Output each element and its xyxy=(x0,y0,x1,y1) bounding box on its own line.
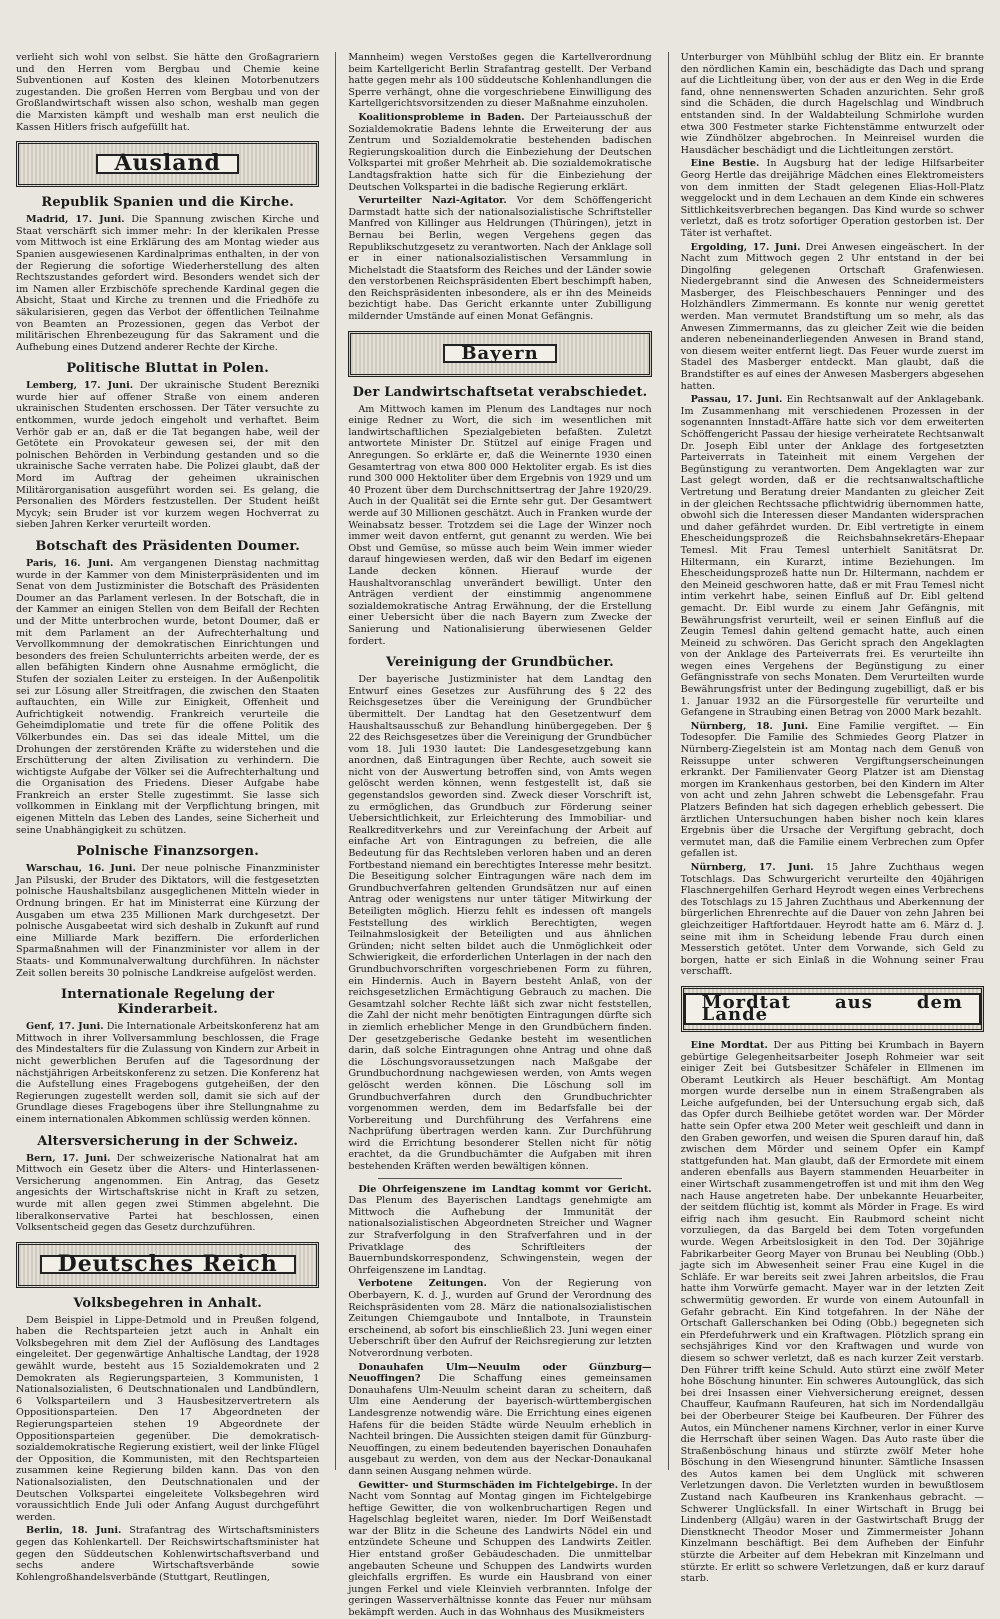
headline-anhalt: Volksbegehren in Anhalt. xyxy=(73,1295,263,1311)
column-3-intro: Unterburger von Mühlbühl schlug der Blitz ein. Er brannte den nördlichen Kamin ein, beschädigte das Dach und sprang auf die Lichtleitung über, von der aus er den Weg in die Erde fand, ohne nennenswerten Schaden anzurichten. Sehr groß sind die Schäden, die durch Hagelschlag und Windbruch entstanden sind. In der Waldabteilung Schmirlohe wurden etwa 300 Festmeter starke Fichtenstämme entwurzelt oder wie Zündhölzer abgebrochen. In Meinreisel wurden die Hausdächer beschädigt und die Lichtleitungen zerstört. xyxy=(680,52,984,156)
headline-finanzsorgen: Polnische Finanzsorgen. xyxy=(76,844,259,860)
headline-schweiz: Altersversicherung in der Schweiz. xyxy=(37,1133,299,1149)
article-kohlenkartell: Strafantrag des Wirtschaftsministers gegen das Kohlenkartell. Der Reichswirtschaftsminister hat gegen den Süddeutschen Kohlenwirtschaftsverband und sechs andere Wirtschaftsverbände sowie Kohlengroßhandelsverbände (Stuttgart, Reutlingen, xyxy=(16,1525,320,1583)
section-title-bayern: Bayern xyxy=(443,344,556,364)
headline-polen: Politische Bluttat in Polen. xyxy=(66,361,269,377)
lead-ohrfeigenszene: Die Ohrfeigenszene im Landtag kommt vor Gericht. xyxy=(358,1183,652,1195)
article-totschlag: 15 Jahre Zuchthaus wegen Totschlags. Das Schwurgericht verurteilte den 40jährigen Flaschnergehilfen Gerhard Heyrodt wegen eines Verbrechens des Totschlags zu 15 Jahren Zuchthaus und Aberkennung der bürgerlichen Ehrenrechte auf die Dauer von zehn Jahren bei gleichzeitiger Haftfortdauer. Heyrodt hatte am 6. März d. J. seine mit ihm in Scheidung lebende Frau durch einen Messerstich getötet. Unter dem Vorwande, sich Geld zu borgen, hatte er sich Einlaß in die Wohnung seiner Frau verschafft. xyxy=(680,861,984,978)
article-bestie: In Augsburg hat der ledige Hilfsarbeiter Georg Hertle das dreijährige Mädchen eines Elektromeisters von dem inmitten der Stadt gelegenen Elias-Holl-Platz weggelockt und in dem Lechauen an dem Kinde ein schweres Sittlichkeitsverbrechen begangen. Das Kind wurde so schwer verletzt, daß es trotz sofortiger Operation gestorben ist. Der Täter ist verhaftet. xyxy=(680,158,984,239)
article-vergiftung: Eine Familie vergiftet. — Ein Todesopfer. Die Familie des Schmiedes Georg Platzer in Nürnberg-Ziegelstein ist am Montag nach dem Genuß von Reissuppe unter schweren Vergiftungserscheinungen erkrankt. Der Familienvater Georg Platzer ist am Dienstag morgen im Krankenhaus gestorben, bei den Kindern im Alter von acht und zehn Jahren schwebt die Lebensgefahr. Frau Platzers Befinden hat sich dagegen erheblich gebessert. Die ärztlichen Untersuchungen haben bisher noch kein klares Ergebnis über die Ursache der Vergiftung gebracht, doch vermutet man, daß die Familie einem Verbrechen zum Opfer gefallen ist. xyxy=(680,720,984,860)
section-title-deutsches-reich: Deutsches Reich xyxy=(40,1255,296,1275)
section-title-ausland: Ausland xyxy=(96,154,238,174)
column-3 xyxy=(668,52,984,1585)
article-grundbuecher: Der bayerische Justizminister hat dem Landtag den Entwurf eines Gesetzes zur Ausführung des § 22 des Reichsgesetzes über die Vereinigung der Grundbücher übermittelt. Der Landtag hat den Gesetzentwurf dem Haushaltsausschuß zur Behandlung hinübergegeben. Der § 22 des Reichsgesetzes über die Vereinigung der Grundbücher vom 18. Juli 1930 lautet: Die Landesgesetzgebung kann anordnen, daß Eintragungen über Rechte, auch soweit sie nicht von der Auswertung betroffen sind, von Amts wegen gelöscht werden können, wenn festgestellt ist, daß sie gegenstandslos geworden sind. Zweck dieser Vorschrift ist, zu ermöglichen, das Grundbuch zur Förderung seiner Uebersichtlichkeit, zur Erleichterung des Immobiliar- und Realkreditverkehrs und zur Vereinfachung der Arbeit auf einfache Art von Eintragungen zu befreien, die alle Bedeutung für das Rechtsleben verloren haben und an deren Fortbestand niemand ein berechtigtes Interesse mehr besitzt. Die Beseitigung solcher Eintragungen wäre nach dem im Grundbuchverfahren geltenden Grundsätzen nur auf einen Antrag oder wenigstens nur unter tätiger Mitwirkung der Beteiligten möglich. Hierzu fehlt es indessen oft mangels Feststellung des wirklich Berechtigten, wegen Teilnahmslosigkeit der Beteiligten und aus ähnlichen Gründen; nicht selten bildet auch die Unmöglichkeit oder Schwierigkeit, die erforderlichen Unterlagen in der nach den Grundbuchvorschriften vorgeschriebenen Form zu führen, ein Hindernis. Auch in Bayern besteht Anlaß, von der reichsgesetzlichen Ermächtigung Gebrauch zu machen. Die Gesamtzahl solcher Rechte läßt sich zwar nicht feststellen, die Zahl der nicht mehr benötigten Eintragungen dürfte sich in ziemlich erheblicher Menge in den Grundbüchern finden. Der gesetzgeberische Gedanke besteht im wesentlichen darin, daß solche Eintragungen ohne Antrag und ohne daß die Löschungsvoraussetzungen nach Maßgabe der Grundbuchordnung nachgewiesen werden, von Amts wegen gelöscht werden können. Die Löschung soll im Grundbuchverfahren durch den Grundbuchrichter vorgenommen werden, dem im Bedarfsfalle bei der Vorbereitung und Durchführung des Verfahrens eine Nachprüfung übertragen werden kann. Zur Durchführung wird die Errichtung besonderer Stellen nicht für nötig erachtet, da die Grundbuchämter die Aufgaben mit ihren bestehenden Kräften werden bewältigen können. xyxy=(348,674,652,1173)
dateline-madrid: Madrid, 17. Juni. xyxy=(26,214,125,226)
article-donauhafen: Die Schaffung eines gemeinsamen Donauhafens Ulm-Neuulm scheint daran zu scheitern, daß Ulm eine Aenderung der bayerisch-württembergischen Landesgrenze notwendig wäre. Die Errichtung eines eigenen Hafens für die beiden Städte würde Neuulm erheblich in Nachteil bringen. Die Aussichten steigen damit für Günzburg-Neuoffingen, zu einem bedeutenden bayerischen Donauhafen ausgebaut zu werden, von dem aus der Neckar-Donaukanal dann seinen Ausgang nehmen würde. xyxy=(348,1373,652,1477)
article-anhalt: Dem Beispiel in Lippe-Detmold und in Preußen folgend, haben die Rechtsparteien jetzt auch in Anhalt ein Volksbegehren mit dem Ziel der Auflösung des Landtages eingeleitet. Der gegenwärtige Anhaltische Landtag, der 1928 gewählt wurde, besteht aus 15 Sozialdemokraten und 2 Demokraten als Regierungsparteien, 3 Kommunisten, 1 Nationalsozialisten, 6 Deutschnationalen und Landbündlern, 6 Volksparteilern und 3 Hausbesitzervertretern als Oppositionsparteien. Den 17 Abgeordneten der Regierungsparteien stehen 19 Abgeordnete der Oppositionsparteien gegenüber. Die demokratisch-sozialdemokratische Regierung existiert, weil der linke Flügel der Opposition, die Kommunisten, mit den Rechtsparteien zusammen keine Regierung bilden kann. Das von den Nationalsozialisten, den Deutschnationalen und der Deutschen Volkspartei eingeleitete Volksbegehren wird voraussichtlich Ende Juli oder Anfang August durchgeführt werden. xyxy=(16,1314,320,1523)
column-1-intro: verlieht sich wohl von selbst. Sie hätte den Großagrariern und den Herren vom Bergbau und Chemie keine Subventionen auf Kosten des kleinen Motorbenutzers zugestanden. Die großen Herren vom Bergbau und von der Großlandwirtschaft wissen also schon, weshalb man gegen die Marxisten kämpft und weshalb man erst neulich die Kassen Hitlers frisch aufgefüllt hat. xyxy=(16,52,320,133)
section-banner-ausland xyxy=(16,141,319,187)
dateline-nuernberg-1: Nürnberg, 18. Juni. xyxy=(690,720,809,732)
article-nazi-agitator: Vor dem Schöffengericht Darmstadt hatte sich der nationalsozialistische Schriftsteller Manfred von Killinger aus Heldrungen (Thüringen), jetzt in Bernau bei Berlin, wegen Vergehens gegen das Republikschutzgesetz zu verantworten. Nach der Anklage soll er in einer nationalsozialistischen Versammlung in Michelstadt die Staatsform des Reiches und der Länder sowie den verstorbenen Reichspräsidenten Ebert beschimpft haben, den Reichspräsidenten inbesondere, als er ihn des Meineids bezichtigt habe. Das Gericht erkannte unter Zubilligung mildernder Umstände auf einen Monat Gefängnis. xyxy=(348,195,652,323)
lead-donauhafen: Donauhafen Ulm—Neuulm oder Günzburg—Neuoffingen? xyxy=(348,1361,652,1385)
lead-verbotene-zeitungen: Verbotene Zeitungen. xyxy=(358,1278,487,1290)
article-schweiz: Der schweizerische Nationalrat hat am Mittwoch ein Gesetz über die Alters- und Hinterlassenen-Versicherung angenommen. Ein Antrag, das Gesetz angesichts der Wirtschaftskrise nicht in Kraft zu setzen, wurde mit allen gegen zwei Stimmen abgelehnt. Die liberalkonservative Partei hat beschlossen, einen Volksentscheid gegen das Gesetz durchzuführen. xyxy=(16,1152,320,1234)
article-gewitter: In der Nacht vom Sonntag auf Montag gingen im Fichtelgebirge heftige Gewitter, die von wolkenbruchartigen Regen und Hagelschlag begleitet waren, nieder. Im Dorf Weißenstadt war der Blitz in die Scheune des Landwirts Nödel ein und entzündete Scheune und Schuppen des Landwirts Zeitler. Hier entstand großer Gebäudeschaden. Die unmittelbar angebauten Scheune und Schuppen des Landwirts wurden gleichfalls ergriffen. Es wurde ein Hausbrand von einer jungen Ferkel und viele Kleinvieh verbrannten. Infolge der geringen Wasserverhältnisse konnte das Feuer nur mühsam bekämpft werden. Auch in das Wohnhaus des Musikmeisters xyxy=(348,1479,652,1619)
section-banner-lande xyxy=(681,986,984,1032)
lead-bestie: Eine Bestie. xyxy=(690,158,760,170)
lead-mordtat: Eine Mordtat. xyxy=(690,1039,768,1051)
headline-grundbuecher: Vereinigung der Grundbücher. xyxy=(386,655,614,671)
section-banner-bayern xyxy=(348,331,651,377)
article-polen: Der ukrainische Student Berezniki wurde hier auf offener Straße von einem anderen ukrainischen Studenten erschossen. Der Täter versuchte zu entkommen, wurde jedoch eingeholt und verhaftet. Beim Verhör gab er an, daß er die Tat begangen habe, weil der Getötete ein Provokateur gewesen sei, der mit den polnischen Behörden in Verbindung gestanden und so die ukrainische Sache verraten habe. Die Polizei glaubt, daß der Mord im Auftrag der geheimen ukrainischen Militärorganisation ausgeführt worden sei. Es gelang, die Personalien des Mörders festzustellen. Der Student heißt Mycyk; sein Bruder ist vor kurzem wegen Hochverrat zu sieben Jahren Kerker verurteilt worden. xyxy=(16,380,320,531)
article-mordtat: Der aus Pitting bei Krumbach in Bayern gebürtige Gelegenheitsarbeiter Joseph Rohmeier war seit einiger Zeit bei Gutsbesitzer Schäfeler in Ellmenen im Oberamt Leutkirch als Heuer beschäftigt. Am Montag morgen wurde derselbe nun in einem Straßengraben als Leiche aufgefunden, bei der Untersuchung ergab sich, daß das Opfer durch Beilhiebe getötet worden war. Der Mörder hatte sein Opfer etwa 200 Meter weit geschleift und dann in den Graben geworfen, und weisen die Spuren darauf hin, daß zwischen dem Mörder und seinem Opfer ein Kampf stattgefunden hat. Man glaubt, daß der Ermordete mit einem anderen ebenfalls aus Bayern stammenden Heuarbeiter in einer Wirtschaft zusammengetroffen ist und mit ihm den Weg nach Hause angetreten habe. Der unbekannte Heuarbeiter, der seitdem flüchtig ist, kommt als Mörder in Frage. Es wird eifrig nach ihm gesucht. Ein Raubmord scheint nicht vorzuliegen, da das Bargeld bei dem Toten vorgefunden wurde. Wegen Arbeitslosigkeit in den Tod. Der 30jährige Fabrikarbeiter Georg Mayer von Brunau bei Neubling (Obb.) jagte sich im Abwesenheit seiner Frau eine Kugel in die Schläfe. Er war bereits seit zwei Jahren arbeitslos, die Frau hatte ihm Vorwürfe gemacht. Mayer war in der letzten Zeit schwermütig geworden. Er wurde von einem Autounfall in Gefahr gebracht. Ein Kind totgefahren. In der Nähe der Ortschaft Gallerschanken bei Oding (Obb.) begegneten sich ein Pferdefuhrwerk und ein Kraftwagen. Plötzlich sprang ein sechsjähriges Kind vor den Kraftwagen und wurde von diesem so schwer verletzt, daß es nach kurzer Zeit verstarb. Den Führer trifft keine Schuld. Auto stürzt eine zwölf Meter hohe Böschung hinunter. Ein schweres Autounglück, das sich bei drei Insassen einer Viehversicherung ereignet, dessen Chauffeur, Kaufmann Raufeuren, hat sich im Nordendallgäu bei der Oberbeurer Steige bei Kaufbeuren. Der Führer des Autos, ein Münchener namens Kirchner, verlor in einer Kurve die Herrschaft über seinen Wagen. Das Auto raste über die Straßenböschung hinaus und stürzte zwölf Meter hohe Böschung in den Wiesengrund hinunter. Sämtliche Insassen des Autos kamen bei dem Unglück mit schweren Verletzungen davon. Die Verletzten wurden in bewußtlosem Zustand nach Kaufbeuren ins Krankenhaus gebracht. — Schwerer Unglücksfall. In einer Wirtschaft in Brugg bei Lindenberg (Allgäu) waren in der Gastwirtschaft Brugg der Dienstknecht Theodor Moser und Zimmermeister Johann Kinzelmann beschäftigt. Bei dem Aufheben der Einfuhr stürzte die Arbeiter auf dem Hebekran mit Kinzelmann und stürzte. Er erlitt so schwere Verletzungen, daß er kurz darauf starb. xyxy=(680,1039,984,1585)
article-ergolding: Drei Anwesen eingeäschert. In der Nacht zum Mittwoch gegen 2 Uhr entstand in der bei Dingolfing gelegenen Ortschaft Grafenwiesen. Niedergebrannt sind die Anwesen des Schneidermeisters Masberger, des Fleischbeschauers Penninger und des Holzhändlers Zimmermann. Es konnte nur wenig gerettet werden. Man vermutet Brandstiftung um so mehr, als das Anwesen Zimmermanns, das zu gleicher Zeit wie die beiden anderen nebeneinanderliegenden Anwesen in Brand stand, von diesem weiter entfernt liegt. Das Feuer wurde zuerst im Stadel des Masberger entdeckt. Man glaubt, daß die Brandstifter es auf eines der Anwesen Masbergers abgesehen hatten. xyxy=(680,241,984,392)
article-spanien: Die Spannung zwischen Kirche und Staat verschärft sich immer mehr: In der klerikalen Presse vom Mittwoch ist eine Erklärung des am Montag wieder aus Spanien ausgewiesenen Kardinalprimas enthalten, in der von der Regierung die sofortige Wiederherstellung des alten Rechtszustandes gefordert wird. Besonders wendet sich der im Namen aller Erzbischöfe sprechende Kardinal gegen die Absicht, Staat und Kirche zu trennen und die Friedhöfe zu säkularisieren, gegen das Verbot der öffentlichen Teilnahme von Beamten an Prozessionen, gegen das Verbot der militärischen Ehrenbezeugung für das Sakrament und die Aufhebung eines Dutzend anderer Rechte der Kirche. xyxy=(16,214,320,353)
dateline-genf: Genf, 17. Juni. xyxy=(26,1021,104,1033)
headline-landwirtschaftsetat: Der Landwirtschaftsetat verabschiedet. xyxy=(352,384,648,400)
headline-spanien: Republik Spanien und die Kirche. xyxy=(41,195,294,211)
dateline-paris: Paris, 16. Juni. xyxy=(26,558,114,569)
dateline-nuernberg-2: Nürnberg, 17. Juni. xyxy=(690,861,814,873)
section-title-lande: Mordtat aus dem Lande xyxy=(684,993,981,1024)
dateline-bern: Bern, 17. Juni. xyxy=(26,1152,111,1164)
headline-doumer: Botschaft des Präsidenten Doumer. xyxy=(35,539,300,554)
column-2-intro: Mannheim) wegen Verstoßes gegen die Kartellverordnung beim Kartellgericht Berlin Strafantrag gestellt. Der Verband hatte gegen mehr als 100 süddeutsche Kohlenhandlungen die Sperre verhängt, ohne die vorgeschriebene Einwilligung des Kartellgerichtsvorsitzenden zu dieser Maßnahme einzuholen. xyxy=(348,52,652,110)
article-landwirtschaftsetat: Am Mittwoch kamen im Plenum des Landtages nur noch einige Redner zu Wort, die sich im wesentlichen mit landwirtschaftlichen Spezialgebieten befaßten. Zuletzt antwortete Minister Dr. Stützel auf einige Fragen und Anregungen. So erklärte er, daß die Weinernte 1930 einen Gesamtertrag von etwa 800 000 Hektoliter ergab. Es ist dies rund 300 000 Hektoliter über dem Ergebnis von 1929 und um 40 Prozent über dem Durchschnittsertrag der Jahre 1920/29. Auch in der Qualität sei die Ernte sehr gut. Der Gesamtwert werde auf 30 Millionen geschätzt. Auch in Franken wurde der Weinabsatz besser. Trotzdem sei die Lage der Winzer noch immer weit davon entfernt, gut genannt zu werden. Wie bei Obst und Gemüse, so müsse auch beim Wein immer wieder darauf hingewiesen werden, daß wir den Bedarf im eigenen Lande decken können. Hierauf wurde der Haushaltvoranschlag unverändert bewilligt. Unter den Anträgen verdient der einstimmig angenommene sozialdemokratische Antrag Erwähnung, der die Erstellung einer Uebersicht über die nach Bayern zum Zwecke der Sanierung und Nationalisierung überwiesenen Gelder fordert. xyxy=(348,403,652,647)
article-baden: Der Parteiausschuß der Sozialdemokratie Badens lehnte die Erweiterung der aus Zentrum und Sozialdemokratie bestehenden badischen Regierungskoalition durch die Einbeziehung der Deutschen Volkspartei mit großer Mehrheit ab. Die sozialdemokratische Landtagsfraktion hatte sich für die Einbeziehung der Deutschen Volkspartei in die badische Regierung erklärt. xyxy=(348,111,652,193)
lead-nazi-agitator: Verurteilter Nazi-Agitator. xyxy=(358,195,507,207)
column-1 xyxy=(16,52,320,1583)
dateline-berlin: Berlin, 18. Juni. xyxy=(26,1525,122,1537)
lead-baden: Koalitionsprobleme in Baden. xyxy=(358,111,525,123)
article-doumer: Am vergangenen Dienstag nachmittag wurde in der Kammer von dem Ministerpräsidenten und im Senat von dem Justizminister die Botschaft des Präsidenten Doumer an das Parlament verlesen. In der Botschaft, die in der Kammer an einigen Stellen von dem Beifall der Rechten und der Mitte unterbrochen wurde, betont Doumer, daß er mit dem Parlament an der Aufrechterhaltung und Vervollkommnung der demokratischen Einrichtungen und besonders des freien Schulunterrichts arbeiten werde, der es allen befähigten Kindern ohne Ausnahme ermöglicht, die Stufen der sozialen Leiter zu ersteigen. In der Außenpolitik sei zur Lösung aller Streitfragen, die zwischen den Staaten auftauchten, ein Wille zur Einigkeit, Offenheit und Aufrichtigkeit notwendig. Frankreich verurteile die Geheimdiplomatie und trete für die offene Politik des Völkerbundes ein. Das sei das ideale Mittel, um die Drohungen der zerstörenden Kräfte zu widerstehen und die Erschütterung der alten Zivilisation zu verhindern. Die wichtigste Aufgabe der Völker sei die Aufrechterhaltung und die Organisation des Friedens. Dieser Aufgabe habe Frankreich an erster Stelle zugestimmt. Sie lasse sich vollkommen in Einklang mit der Verpflichtung bringen, mit eigenen Mitteln das Leben des Landes, seine Sicherheit und seine Unabhängigkeit zu schützen. xyxy=(16,558,320,836)
section-banner-deutsches-reich xyxy=(16,1242,319,1288)
article-finanzsorgen: Der neue polnische Finanzminister Jan Pilsuski, der Bruder des Diktators, will die festgesetzten polnische Haushaltsbilanz ausgeglichenen Mitteln wieder in Ordnung bringen. Er hat im Ministerrat eine Kürzung der Ausgaben um etwa 235 Millionen Mark durchgesetzt. Der polnische Ausgabeetat wird sich deshalb in Zukunft auf rund eine Milliarde Mark beziffern. Die erforderlichen Sparmaßnahmen will der Finanzminister vor allem in der Staats- und Kommunalverwaltung durchführen. In nächster Zeit sollen bereits 30 polnische Landkreise aufgelöst werden. xyxy=(16,863,320,979)
dateline-warschau: Warschau, 16. Juni. xyxy=(26,863,136,875)
headline-kinderarbeit: Internationale Regelung der Kinderarbeit. xyxy=(61,987,275,1018)
dateline-ergolding: Ergolding, 17. Juni. xyxy=(690,241,801,253)
article-passau: Ein Rechtsanwalt auf der Anklagebank. Im Zusammenhang mit verschiedenen Prozessen in der sogenannten Innstadt-Affäre hatte sich vor dem erweiterten Schöffengericht Passau der hiesige verheiratete Rechtsanwalt Dr. Joseph Eibl unter der Anklage des fortgesetzten Parteiverrats in Tateinheit mit einem Vergehen der Begünstigung zu verantworten. Dem Angeklagten war zur Last gelegt worden, daß er die rechtsanwaltschaftliche Vertretung und Beratung dreier Mandanten zu gleicher Zeit in der gleichen Rechtssache pflichtwidrig übernommen hatte, obwohl sich die Interessen dieser Mandanten widersprachen und daher gefährdet wurden. Dr. Eibl vertretigte in einem Ehescheidungsprozeß die Reichsbahnsekretärs-Ehepaar Temesl. Mit Frau Temesl unterhielt Sanitätsrat Dr. Hiltermann, ein Kurarzt, intime Beziehungen. Im Ehescheidungsprozeß hatte nun Dr. Hiltermann, nachdem er den Meineid geschworen hatte, daß er mit Frau Temesl nicht intim verkehrt habe, seinen Einfluß auf Dr. Eibl geltend gemacht. Dr. Eibl wurde zu einem Jahr Gefängnis, mit Bewährungsfrist verurteilt, weil er seinen Einfluß auf die Zeugin Temesl dahin geltend gemacht hatte, auch einen Meineid zu schwören. Das Gericht sprach den Angeklagten von der Anklage des Parteiverrats frei. Es verurteilte ihn wegen eines Vergehens der Begünstigung zu einer Gefängnisstrafe von sechs Monaten. Dem Verurteilten wurde Bewährungsfrist unter der Bedingung zugebilligt, daß er bis 1. Januar 1932 an die Fürsorgestelle für verurteilte und Gefangene in Straubing einen Betrag von 2000 Mark bezahlt. xyxy=(680,394,984,719)
column-2 xyxy=(335,52,652,1619)
article-ohrfeigenszene: Das Plenum des Bayerischen Landtags genehmigte am Mittwoch die Aufhebung der Immunität der nationalsozialistischen Abgeordneten Streicher und Wagner zur Strafverfolgung in den Strafverfahren und in der Privatklage des Schriftleiters der Bauernbundskorrespondenz, Schwingenstein, wegen der Ohrfeigenszene im Landtag. xyxy=(348,1195,652,1276)
lead-gewitter: Gewitter- und Sturmschäden im Fichtelgebirge. xyxy=(358,1479,619,1491)
dateline-passau: Passau, 17. Juni. xyxy=(690,394,783,406)
article-verbotene-zeitungen: Von der Regierung von Oberbayern, K. d. J., wurden auf Grund der Verordnung des Reichspräsidenten vom 28. März die nationalsozialistischen Zeitungen Chiemgaubote und Inntalbote, in Traunstein erscheinend, ab sofort bis einschließlich 23. Juni wegen einer Ueberschrift über den Aufruf der Reichsregierung zur letzten Notverordnung verboten. xyxy=(348,1278,652,1359)
dateline-lemberg: Lemberg, 17. Juni. xyxy=(26,380,134,392)
divider xyxy=(378,1178,621,1179)
article-kinderarbeit: Die Internationale Arbeitskonferenz hat am Mittwoch in ihrer Vollversammlung beschlossen, die Frage des Mindestalters für die Zulassung von Kindern zur Arbeit in nicht gewerblichen Berufen auf die Tagesordnung der nächstjährigen Arbeitskonferenz zu setzen. Die Konferenz hat die Aufstellung eines Fragebogens gutgeheißen, der den Regierungen zugestellt werden soll, damit sie sich auf der Grundlage dieses Fragebogens über ihre Stellungnahme zu einem internationalen Abkommen schlüssig werden können. xyxy=(16,1021,320,1125)
